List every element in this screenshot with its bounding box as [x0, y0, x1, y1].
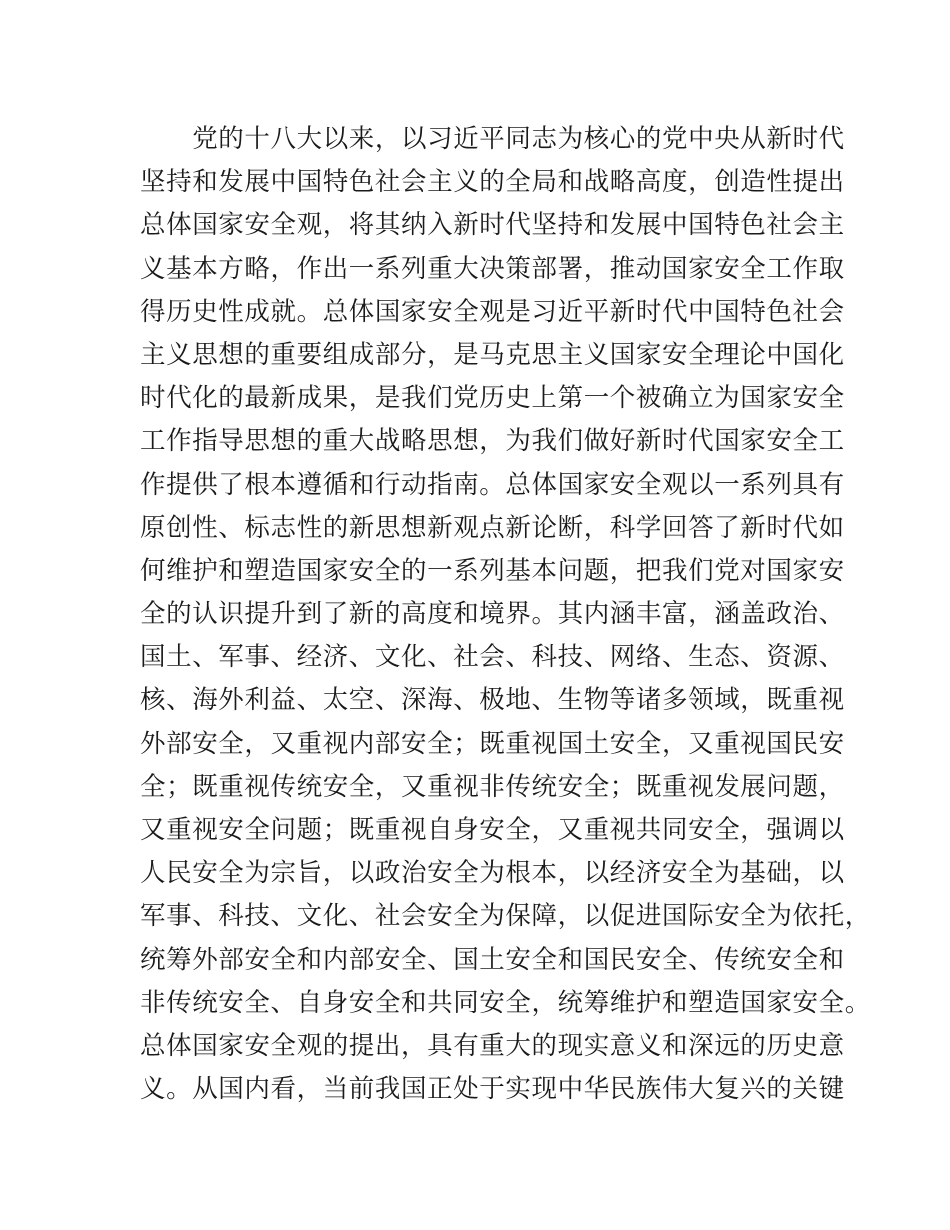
text-line: 非传统安全、自身安全和共同安全，统筹维护和塑造国家安全。 — [140, 987, 871, 1018]
text-line: 党的十八大以来，以习近平同志为核心的党中央从新时代 — [140, 124, 845, 154]
text-line: 总体国家安全观的提出，具有重大的现实意义和深远的历史意 — [140, 1030, 845, 1061]
text-line: 得历史性成就。总体国家安全观是习近平新时代中国特色社会 — [140, 296, 845, 327]
text-line: 原创性、标志性的新思想新观点新论断，科学回答了新时代如 — [140, 512, 845, 543]
text-line: 外部安全，又重视内部安全；既重视国土安全，又重视国民安 — [140, 728, 845, 759]
text-line: 何维护和塑造国家安全的一系列基本问题，把我们党对国家安 — [140, 555, 845, 586]
text-line: 核、海外利益、太空、深海、极地、生物等诸多领域，既重视 — [140, 685, 845, 716]
text-line: 主义思想的重要组成部分，是马克思主义国家安全理论中国化 — [140, 339, 845, 370]
text-line: 国土、军事、经济、文化、社会、科技、网络、生态、资源、 — [140, 642, 845, 673]
text-line: 作提供了根本遵循和行动指南。总体国家安全观以一系列具有 — [140, 469, 845, 500]
text-line: 全；既重视传统安全，又重视非传统安全；既重视发展问题， — [140, 771, 845, 802]
text-line: 军事、科技、文化、社会安全为保障，以促进国际安全为依托， — [140, 901, 871, 932]
text-line: 人民安全为宗旨，以政治安全为根本，以经济安全为基础，以 — [140, 858, 845, 889]
text-line: 又重视安全问题；既重视自身安全，又重视共同安全，强调以 — [140, 815, 845, 845]
text-line: 义。从国内看，当前我国正处于实现中华民族伟大复兴的关键 — [140, 1074, 845, 1105]
text-line: 统筹外部安全和内部安全、国土安全和国民安全、传统安全和 — [140, 944, 845, 975]
body-paragraph — [140, 118, 871, 1111]
text-line: 全的认识提升到了新的高度和境界。其内涵丰富，涵盖政治、 — [140, 599, 845, 630]
text-line: 时代化的最新成果，是我们党历史上第一个被确立为国家安全 — [140, 383, 845, 414]
text-line: 总体国家安全观，将其纳入新时代坚持和发展中国特色社会主 — [140, 210, 845, 241]
text-line: 义基本方略，作出一系列重大决策部署，推动国家安全工作取 — [140, 253, 845, 284]
text-line: 工作指导思想的重大战略思想，为我们做好新时代国家安全工 — [140, 426, 845, 457]
text-line: 坚持和发展中国特色社会主义的全局和战略高度，创造性提出 — [140, 167, 845, 198]
